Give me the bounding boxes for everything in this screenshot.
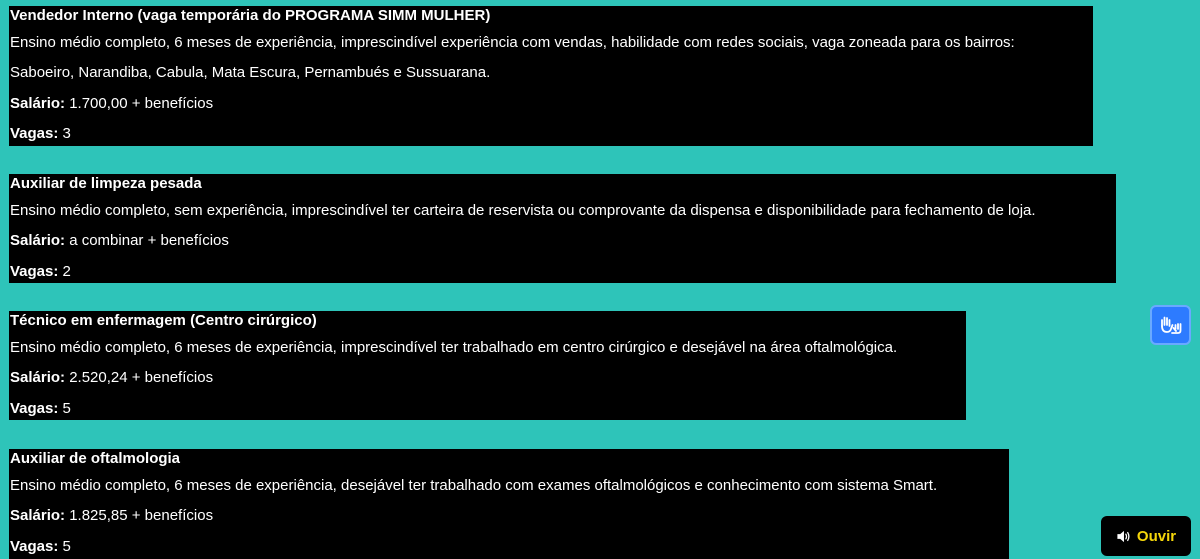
vacancies-label: Vagas: <box>10 537 59 555</box>
vacancies-label: Vagas: <box>10 399 59 417</box>
job-salary <box>9 89 1093 119</box>
job-title: Auxiliar de limpeza pesada <box>10 175 202 192</box>
vacancies-value: 5 <box>62 537 71 555</box>
vacancies-value: 5 <box>62 399 71 417</box>
job-title: Técnico em enfermagem (Centro cirúrgico) <box>10 312 317 329</box>
job-card <box>9 311 966 420</box>
job-description: Saboeiro, Narandiba, Cabula, Mata Escura, Pernambués e Sussuarana. <box>10 64 491 82</box>
listen-button[interactable] <box>1101 516 1191 556</box>
job-title: Auxiliar de oftalmologia <box>10 450 181 467</box>
accessibility-sign-language-button[interactable] <box>1150 305 1191 345</box>
job-card <box>9 174 1116 283</box>
salary-value: 1.700,00 + benefícios <box>69 94 214 112</box>
sign-language-hands-icon <box>1158 312 1184 338</box>
job-vacancies <box>9 257 1116 287</box>
job-description: Ensino médio completo, sem experiência, imprescindível ter carteira de reservista ou comprovante da dispensa e disponibilidade para fechamento de loja. <box>10 202 1036 219</box>
job-salary <box>9 226 1116 256</box>
vacancies-value: 2 <box>62 262 71 280</box>
job-description: Ensino médio completo, 6 meses de experiência, imprescindível experiência com vendas, habilidade com redes sociais, vaga zoneada para os bairros: <box>10 34 1015 51</box>
salary-value: a combinar + benefícios <box>69 232 229 250</box>
salary-label: Salário: <box>10 369 66 387</box>
listen-label: Ouvir <box>1136 527 1177 545</box>
job-vacancies <box>9 394 966 424</box>
job-vacancies <box>9 532 1009 559</box>
vacancies-label: Vagas: <box>10 262 59 280</box>
job-card <box>9 6 1093 146</box>
salary-label: Salário: <box>10 232 66 250</box>
job-description: Ensino médio completo, 6 meses de experiência, desejável ter trabalhado com exames oftalmológicos e conhecimento com sistema Smart. <box>10 477 938 494</box>
salary-value: 1.825,85 + benefícios <box>69 507 214 525</box>
vacancies-value: 3 <box>62 125 71 143</box>
job-vacancies <box>9 119 1093 149</box>
job-salary <box>9 363 966 393</box>
speaker-icon <box>1116 529 1131 544</box>
salary-label: Salário: <box>10 94 66 112</box>
salary-value: 2.520,24 + benefícios <box>69 369 214 387</box>
salary-label: Salário: <box>10 507 66 525</box>
vacancies-label: Vagas: <box>10 125 59 143</box>
job-card <box>9 449 1009 559</box>
job-description: Ensino médio completo, 6 meses de experiência, imprescindível ter trabalhado em centro cirúrgico e desejável na área oftalmológica. <box>10 339 898 356</box>
job-salary <box>9 501 1009 531</box>
job-title: Vendedor Interno (vaga temporária do PROGRAMA SIMM MULHER) <box>10 7 491 24</box>
